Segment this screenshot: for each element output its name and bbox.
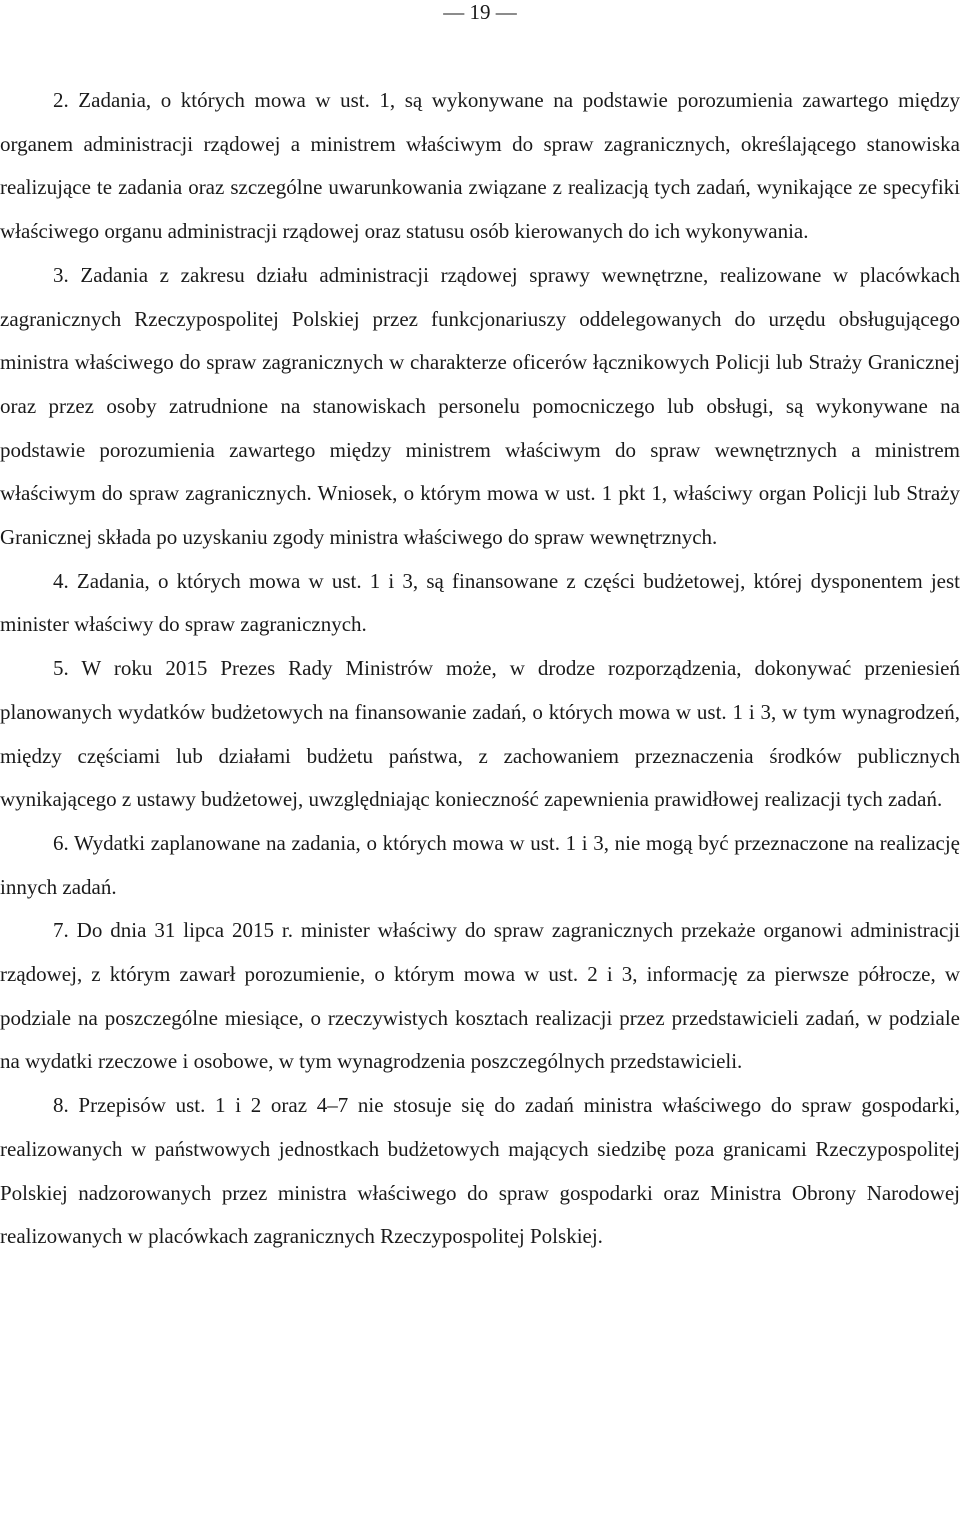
page-number: — 19 — [443, 0, 517, 24]
paragraph-4: 4. Zadania, o których mowa w ust. 1 i 3, są finansowane z części budżetowej, której dysponentem jest minister właściwy do spraw zagranicznych. [0, 568, 960, 637]
paragraph-6: 6. Wydatki zaplanowane na zadania, o których mowa w ust. 1 i 3, nie mogą być przeznaczone na realizację innych zadań. [0, 830, 960, 899]
paragraph-7: 7. Do dnia 31 lipca 2015 r. minister właściwy do spraw zagranicznych przekaże organowi administracji rządowej, z którym zawarł porozumienie, o którym mowa w ust. 2 i 3, informację za pierwsze półrocze, w podziale na poszczególne miesiące, o rzeczywistych kosztach realizacji przez przedstawicieli zadań, w podziale na wydatki rzeczowe i osobowe, w tym wynagrodzenia poszczególnych przedstawicieli. [0, 918, 960, 1074]
paragraph-5: 5. W roku 2015 Prezes Rady Ministrów może, w drodze rozporządzenia, dokonywać przeniesień planowanych wydatków budżetowych na finansowanie zadań, o których mowa w ust. 1 i 3, w tym wynagrodzeń, między częściami lub działami budżetu państwa, z zachowaniem przeznaczenia środków publicznych wynikającego z ustawy budżetowej, uwzględniając konieczność zapewnienia prawidłowej realizacji tych zadań. [0, 656, 960, 812]
paragraph-3: 3. Zadania z zakresu działu administracji rządowej sprawy wewnętrzne, realizowane w placówkach zagranicznych Rzeczypospolitej Polskiej przez funkcjonariuszy oddelegowanych do urzędu obsługującego ministra właściwego do spraw zagranicznych w charakterze oficerów łącznikowych Policji lub Straży Granicznej oraz przez osoby zatrudnione na stanowiskach personelu pomocniczego lub obsługi, są wykonywane na podstawie porozumienia zawartego między ministrem właściwym do spraw wewnętrznych a ministrem właściwym do spraw zagranicznych. Wniosek, o którym mowa w ust. 1 pkt 1, właściwy organ Policji lub Straży Granicznej składa po uzyskaniu zgody ministra właściwego do spraw wewnętrznych. [0, 262, 960, 550]
document-body [0, 79, 960, 1259]
paragraph-8: 8. Przepisów ust. 1 i 2 oraz 4–7 nie stosuje się do zadań ministra właściwego do spraw gospodarki, realizowanych w państwowych jednostkach budżetowych mających siedzibę poza granicami Rzeczypospolitej Polskiej nadzorowanych przez ministra właściwego do spraw gospodarki oraz Ministra Obrony Narodowej realizowanych w placówkach zagranicznych Rzeczypospolitej Polskiej. [0, 1093, 960, 1249]
paragraph-2: 2. Zadania, o których mowa w ust. 1, są wykonywane na podstawie porozumienia zawartego między organem administracji rządowej a ministrem właściwym do spraw zagranicznych, określającego stanowiska realizujące te zadania oraz szczególne uwarunkowania związane z realizacją tych zadań, wynikające ze specyfiki właściwego organu administracji rządowej oraz statusu osób kierowanych do ich wykonywania. [0, 88, 960, 244]
